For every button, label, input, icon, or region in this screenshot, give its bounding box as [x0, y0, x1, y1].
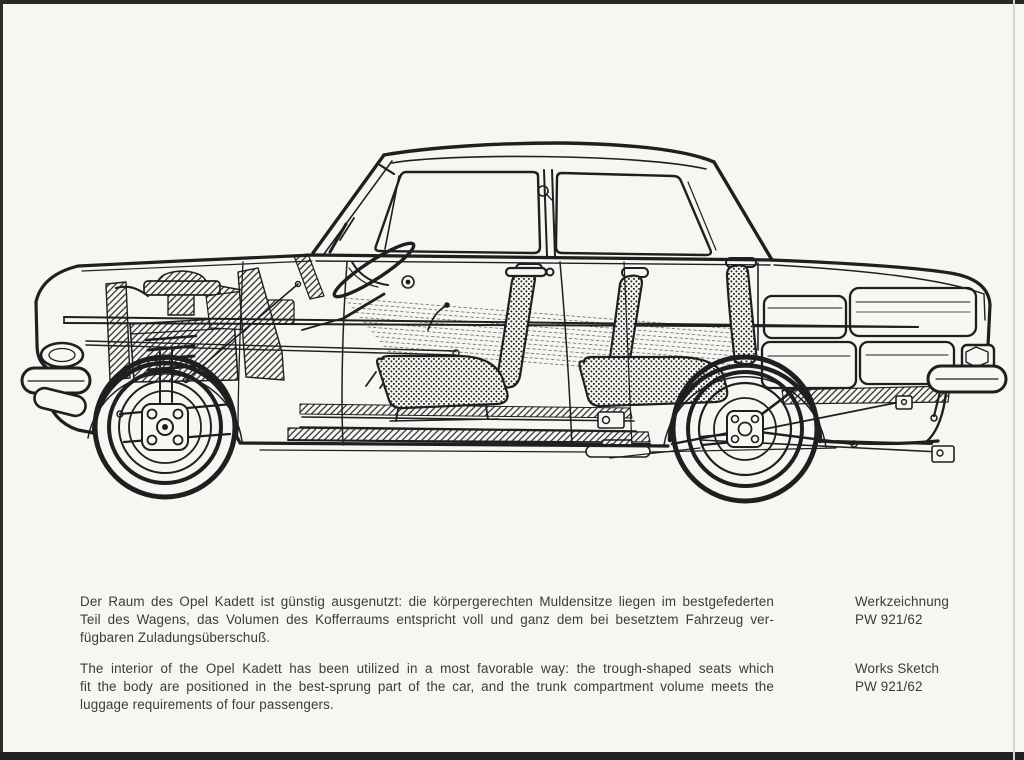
photo-edge-bottom [0, 752, 1024, 760]
sketch-label-english [855, 660, 1015, 696]
caption-english-line-2: fit the body are positioned in the best-sprung part of the car, and the trunk compartment volume meets the [80, 679, 774, 694]
caption-german-line-3: fügbaren Zuladungsüberschuß. [80, 630, 271, 645]
caption-english-line-3: luggage requirements of four passengers. [80, 697, 334, 712]
caption-german [80, 593, 774, 647]
sketch-label-german-title: Werkzeichnung [855, 594, 949, 609]
caption-english [80, 660, 774, 714]
sketch-label-english-title: Works Sketch [855, 661, 940, 676]
sketch-label-german [855, 593, 1015, 629]
photo-edge-right [1013, 0, 1015, 760]
sketch-ref-english: PW 921/62 [855, 679, 923, 694]
caption-english-line-1: The interior of the Opel Kadett has been utilized in a most favorable way: the trough-shaped seats which [80, 661, 774, 676]
caption-german-line-2: Teil des Wagens, das Volumen des Kofferraums entspricht voll und ganz dem bei besetztem Fahrzeug ver- [80, 612, 774, 627]
photo-edge-left [0, 0, 3, 760]
caption-german-line-1: Der Raum des Opel Kadett ist günstig ausgenutzt: die körpergerechten Muldensitze liegen im bestgefederten [80, 594, 774, 609]
sketch-ref-german: PW 921/62 [855, 612, 923, 627]
photo-edge-top [0, 0, 1024, 4]
